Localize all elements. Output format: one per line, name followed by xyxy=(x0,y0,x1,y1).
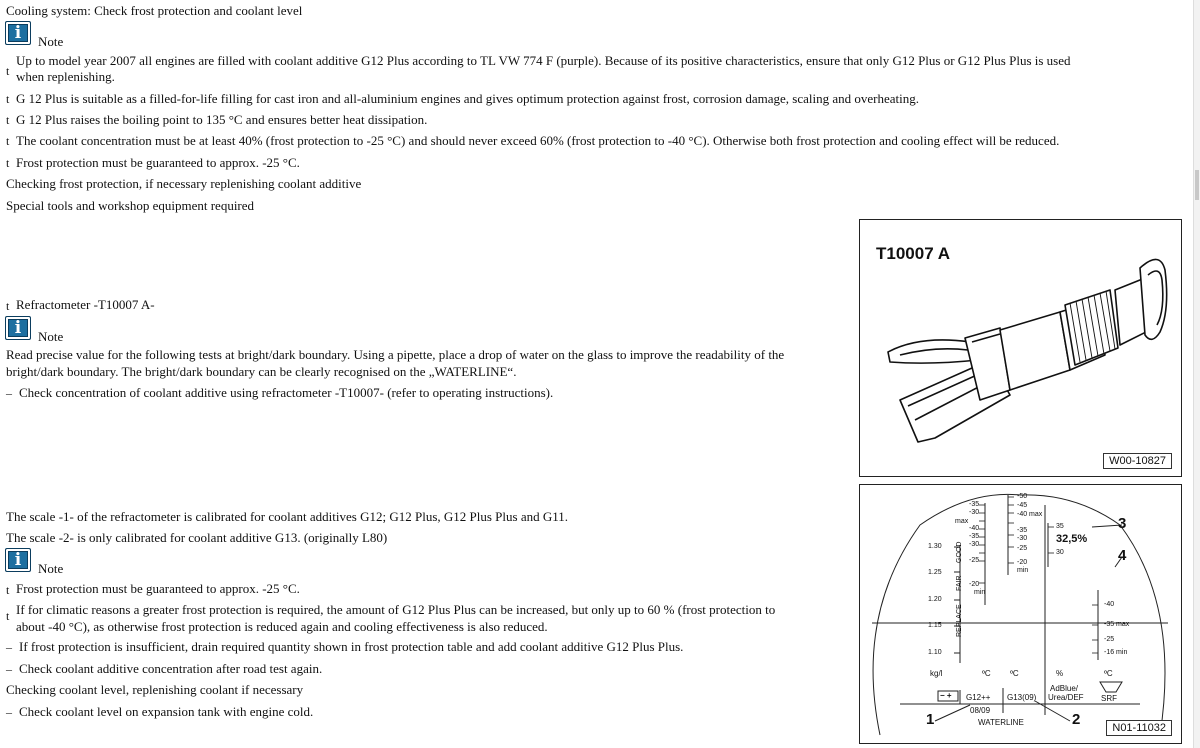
note-read-precise: Read precise value for the following tests at bright/dark boundary. Using a pipette, place a drop of water on the glass to improve the readability of the xyxy=(6,347,785,362)
scale-g13-value: -35 xyxy=(1017,527,1028,534)
note-frost-protection: Frost protection must be guaranteed to approx. -25 °C. xyxy=(16,581,300,596)
bullet-marker: t xyxy=(6,92,10,106)
heading-special-tools: Special tools and workshop equipment required xyxy=(6,198,255,213)
scale-kgl-value: 1.25 xyxy=(928,569,942,576)
page-title: Cooling system: Check frost protection and coolant level xyxy=(6,3,303,18)
scale-kgl-value: 1.20 xyxy=(928,596,942,603)
paragraph-boiling-point: G 12 Plus raises the boiling point to 135 °C and ensures better heat dissipation. xyxy=(16,112,428,127)
info-note-icon xyxy=(5,21,31,45)
callout-1: 1 xyxy=(926,711,935,728)
scale-g13-value: -50 xyxy=(1017,493,1028,500)
scale-col-label: G13(09) xyxy=(1007,693,1037,702)
dash-marker: – xyxy=(6,705,12,719)
heading-coolant-level: Checking coolant level, replenishing coolant if necessary xyxy=(6,682,304,697)
scale-g12-value: -25 xyxy=(969,557,980,564)
scale-kgl-value: 1.30 xyxy=(928,543,942,550)
bullet-marker: t xyxy=(6,134,10,148)
info-note-icon xyxy=(5,548,31,572)
note-climatic-cont: about -40 °C), as otherwise frost protection is reduced again and cooling effectiveness is also reduced. xyxy=(16,619,548,634)
scale-srf-value: -25 xyxy=(1104,636,1115,643)
scale-g12-value: -35 xyxy=(969,533,980,540)
scale-g13-value: -30 xyxy=(1017,535,1028,542)
note-climatic: If for climatic reasons a greater frost protection is required, the amount of G12 Plus Plus can be increased, but only up to 60 % (frost protection to xyxy=(16,602,776,617)
refractometer-illustration xyxy=(860,220,1181,476)
scale-date: 08/09 xyxy=(970,706,991,715)
heading-checking-frost: Checking frost protection, if necessary replenishing coolant additive xyxy=(6,176,362,191)
scale-kgl-value: 1.10 xyxy=(928,649,942,656)
scale-g12-value: -20 xyxy=(969,581,980,588)
scale-g12-value: -30 xyxy=(969,541,980,548)
scale-srf-value: -35 max xyxy=(1104,621,1130,628)
bullet-marker: t xyxy=(6,583,10,597)
dash-marker: – xyxy=(6,386,12,400)
scale-col-label: G12++ xyxy=(966,693,991,702)
scale-col-label: Urea/DEF xyxy=(1048,693,1084,702)
step-check-level: Check coolant level on expansion tank with engine cold. xyxy=(19,704,314,719)
battery-icon: − + xyxy=(940,691,952,700)
info-note-icon xyxy=(5,316,31,340)
step-drain-quantity: If frost protection is insufficient, drain required quantity shown in frost protection table and add coolant additive G12 Plus Plus. xyxy=(19,639,684,654)
scale-percent-value: 35 xyxy=(1056,523,1064,530)
note-read-precise-cont: bright/dark boundary. The bright/dark boundary can be clearly recognised on the „WATERLINE“. xyxy=(6,364,517,379)
paragraph-frost-protection: Frost protection must be guaranteed to approx. -25 °C. xyxy=(16,155,300,170)
scale-srf-value: -16 min xyxy=(1104,649,1128,656)
scale-g12-min: min xyxy=(974,589,986,596)
scale-g12-value: -30 xyxy=(969,509,980,516)
bullet-marker: t xyxy=(6,609,10,623)
paragraph-model-year-cont: when replenishing. xyxy=(16,69,115,84)
paragraph-g12-filling: G 12 Plus is suitable as a filled-for-life filling for cast iron and all-aluminium engines and gives optimum protection against frost, corrosion damage, scaling and overheating. xyxy=(16,91,920,106)
scale-g13-min: min xyxy=(1017,567,1029,574)
figure-code: N01-11032 xyxy=(1106,720,1172,736)
figure-refractometer xyxy=(859,219,1182,477)
step-check-concentration: Check concentration of coolant additive using refractometer -T10007- (refer to operating instructions). xyxy=(19,385,554,400)
step-road-test: Check coolant additive concentration after road test again. xyxy=(19,661,323,676)
scale-g13-value: -25 xyxy=(1017,545,1028,552)
scale-unit: ºC xyxy=(1104,669,1113,678)
scale-g13-value: -40 max xyxy=(1017,511,1043,518)
scale-waterline-label: WATERLINE xyxy=(978,718,1024,727)
paragraph-model-year: Up to model year 2007 all engines are filled with coolant additive G12 Plus according to TL VW 774 F (purple). Because of its positive characteristics, ensure that only G12 Plus or G12 Plus Plus is used xyxy=(16,53,1071,68)
windshield-icon xyxy=(1106,681,1116,682)
scale-g13-value: -45 xyxy=(1017,502,1028,509)
bullet-marker: t xyxy=(6,299,10,313)
scale-unit: kg/l xyxy=(930,669,943,678)
scale-col-label: AdBlue/ xyxy=(1050,684,1079,693)
note-label: Note xyxy=(38,561,64,576)
scale-reading: 32,5% xyxy=(1056,533,1088,545)
bullet-marker: t xyxy=(6,156,10,170)
callout-4: 4 xyxy=(1118,547,1127,564)
paragraph-scale-1: The scale -1- of the refractometer is calibrated for coolant additives G12; G12 Plus, G12 Plus Plus and G11. xyxy=(6,509,568,524)
scale-g12-value: -40 xyxy=(969,525,980,532)
scale-word-replace: REPLACE xyxy=(956,604,963,637)
scale-g12-max: max xyxy=(955,518,969,525)
figure-code: W00-10827 xyxy=(1103,453,1172,469)
dash-marker: – xyxy=(6,640,12,654)
scale-word-fair: FAIR xyxy=(956,575,963,591)
dash-marker: – xyxy=(6,662,12,676)
callout-3: 3 xyxy=(1118,515,1127,532)
scale-unit: % xyxy=(1056,669,1064,678)
scale-col-label: SRF xyxy=(1101,694,1117,703)
scale-unit: ºC xyxy=(982,669,991,678)
scale-unit: ºC xyxy=(1010,669,1019,678)
tool-item-refractometer: Refractometer -T10007 A- xyxy=(16,297,155,312)
callout-2: 2 xyxy=(1072,711,1081,728)
scale-word-good: GOOD xyxy=(956,541,963,563)
bullet-marker: t xyxy=(6,64,10,78)
scale-percent-value: 30 xyxy=(1056,549,1064,556)
scale-g13-value: -20 xyxy=(1017,559,1028,566)
note-label: Note xyxy=(38,34,64,49)
scrollbar-thumb[interactable] xyxy=(1195,170,1199,200)
paragraph-concentration: The coolant concentration must be at least 40% (frost protection to -25 °C) and should never exceed 60% (frost protection to -40 °C). Otherwise both frost protection and cooling effect will be reduced. xyxy=(16,133,1060,148)
vertical-scrollbar[interactable] xyxy=(1193,0,1200,748)
scale-g12-value: -35 xyxy=(969,501,980,508)
scale-kgl-value: 1.15 xyxy=(928,622,942,629)
scale-srf-value: -40 xyxy=(1104,601,1115,608)
figure-tool-label: T10007 A xyxy=(876,244,951,263)
bullet-marker: t xyxy=(6,113,10,127)
figure-refractometer-scale xyxy=(859,484,1182,744)
paragraph-scale-2: The scale -2- is only calibrated for coolant additive G13. (originally L80) xyxy=(6,530,388,545)
note-label: Note xyxy=(38,329,64,344)
